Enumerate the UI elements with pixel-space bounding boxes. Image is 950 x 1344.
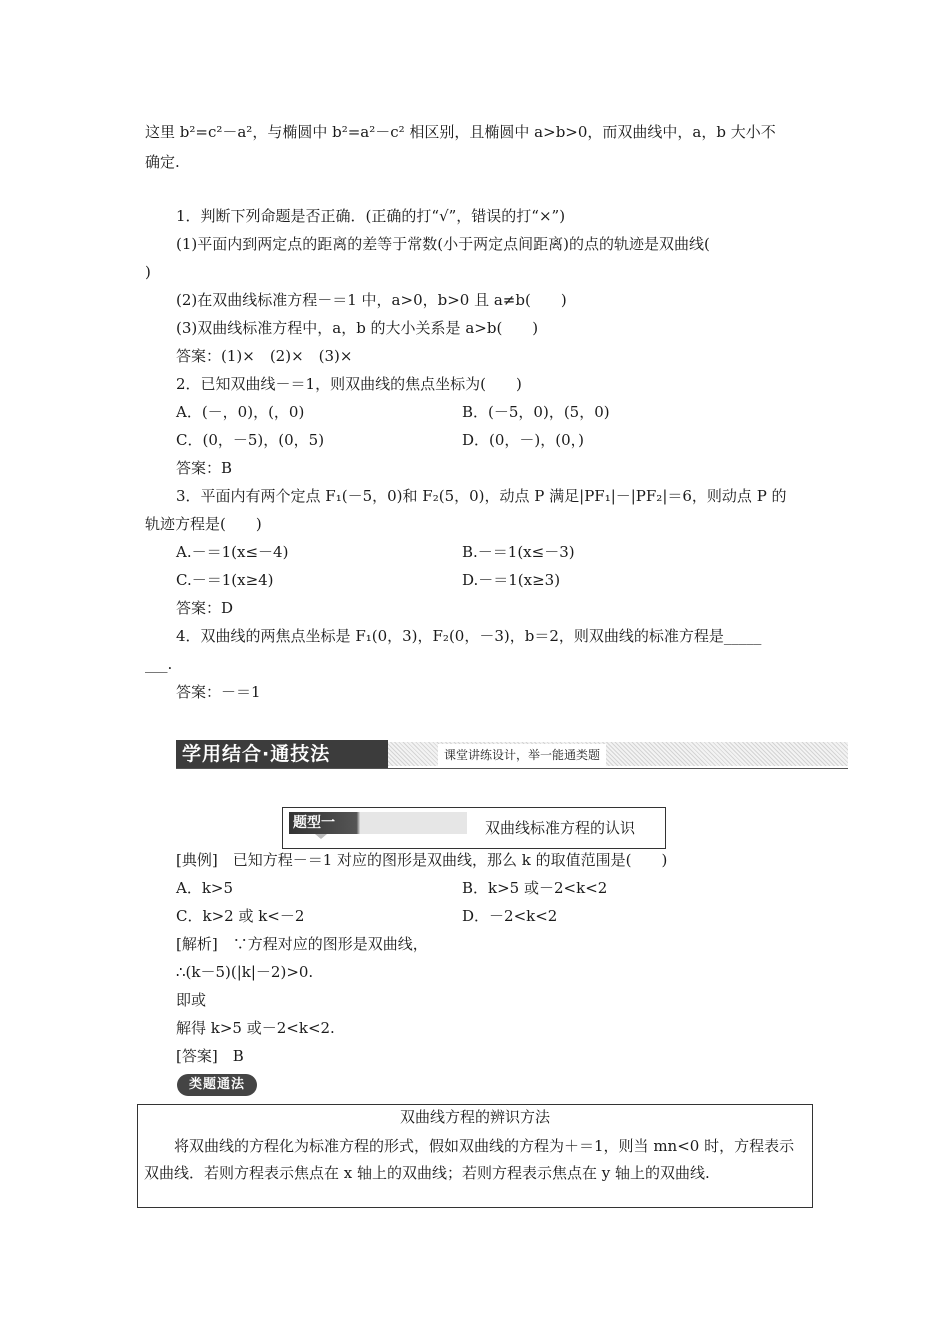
example-stem: [典例] 已知方程－＝1 对应的图形是双曲线，那么 k 的取值范围是( ) bbox=[176, 851, 668, 869]
example-option-d: D．－2<k<2 bbox=[462, 907, 558, 925]
question-type-box bbox=[282, 807, 666, 849]
question-type-title: 双曲线标准方程的认识 bbox=[485, 819, 636, 837]
method-title: 双曲线方程的辨识方法 bbox=[399, 1108, 550, 1126]
example-option-b: B．k>5 或－2<k<2 bbox=[462, 879, 608, 897]
q3-option-b: B.－＝1(x≤－3) bbox=[462, 543, 575, 561]
question-type-tag-label: 题型一 bbox=[293, 815, 335, 831]
intro-line-2: 确定. bbox=[145, 153, 180, 171]
q1-answer: 答案：(1)× (2)× (3)× bbox=[176, 347, 353, 365]
q3-option-c: C.－＝1(x≥4) bbox=[176, 571, 274, 589]
method-badge: 类题通法 bbox=[177, 1074, 257, 1096]
q3-stem-a: 3．平面内有两个定点 F₁(－5，0)和 F₂(5，0)，动点 P 满足|PF₁|－|PF₂|＝6，则动点 P 的 bbox=[176, 487, 787, 505]
q1-stem: 1．判断下列命题是否正确．(正确的打“√”，错误的打“×”) bbox=[176, 207, 566, 225]
q3-stem-b: 轨迹方程是( ) bbox=[145, 515, 262, 533]
q2-option-d: D．(0，－)，(0，) bbox=[462, 431, 585, 449]
q1-item1-a: (1)平面内到两定点的距离的差等于常数(小于两定点间距离)的点的轨迹是双曲线( bbox=[176, 235, 710, 253]
q1-item3: (3)双曲线标准方程中，a，b 的大小关系是 a>b( ) bbox=[176, 319, 539, 337]
q2-answer: 答案：B bbox=[176, 459, 233, 477]
q4-stem-a: 4．双曲线的两焦点坐标是 F₁(0，3)，F₂(0，－3)，b＝2，则双曲线的标准方程是_____ bbox=[176, 627, 762, 645]
analysis-line-3: 即或 bbox=[176, 991, 207, 1009]
example-answer: [答案] B bbox=[176, 1047, 244, 1065]
banner-title: 学用结合·通技法 bbox=[176, 740, 388, 768]
analysis-line-2: ∴(k－5)(|k|－2)>0. bbox=[176, 963, 314, 981]
q3-option-d: D.－＝1(x≥3) bbox=[462, 571, 561, 589]
q2-option-c: C．(0，－5)，(0，5) bbox=[176, 431, 325, 449]
q3-option-a: A.－＝1(x≤－4) bbox=[176, 543, 289, 561]
q1-item2: (2)在双曲线标准方程－＝1 中，a>0，b>0 且 a≠b( ) bbox=[176, 291, 567, 309]
q2-stem: 2．已知双曲线－＝1，则双曲线的焦点坐标为( ) bbox=[176, 375, 522, 393]
example-option-c: C．k>2 或 k<－2 bbox=[176, 907, 305, 925]
question-type-tag bbox=[289, 812, 467, 834]
q4-answer: 答案：－＝1 bbox=[176, 683, 261, 701]
banner-rule bbox=[176, 768, 848, 769]
banner-subtitle: 课堂讲练设计，举一能通类题 bbox=[438, 744, 606, 766]
method-text: 将双曲线的方程化为标准方程的形式，假如双曲线的方程为＋＝1，则当 mn<0 时，方程表示双曲线．若则方程表示焦点在 x 轴上的双曲线；若则方程表示焦点在 y 轴上的双曲线. bbox=[144, 1137, 795, 1182]
analysis-line-4: 解得 k>5 或－2<k<2. bbox=[176, 1019, 335, 1037]
intro-line-1: 这里 b²=c²－a²，与椭圆中 b²=a²－c² 相区别，且椭圆中 a>b>0，而双曲线中，a，b 大小不 bbox=[145, 123, 776, 141]
analysis-line-1: [解析] ∵方程对应的图形是双曲线， bbox=[176, 935, 428, 953]
section-banner bbox=[176, 740, 848, 770]
tag-notch-icon bbox=[315, 834, 327, 839]
example-option-a: A．k>5 bbox=[176, 879, 234, 897]
q2-option-a: A．(－，0)，(，0) bbox=[176, 403, 305, 421]
q2-option-b: B．(－5，0)，(5，0) bbox=[462, 403, 610, 421]
method-box bbox=[137, 1104, 813, 1208]
q1-item1-b: ) bbox=[145, 263, 151, 281]
q4-stem-b: ___. bbox=[145, 655, 173, 673]
q3-answer: 答案：D bbox=[176, 599, 234, 617]
